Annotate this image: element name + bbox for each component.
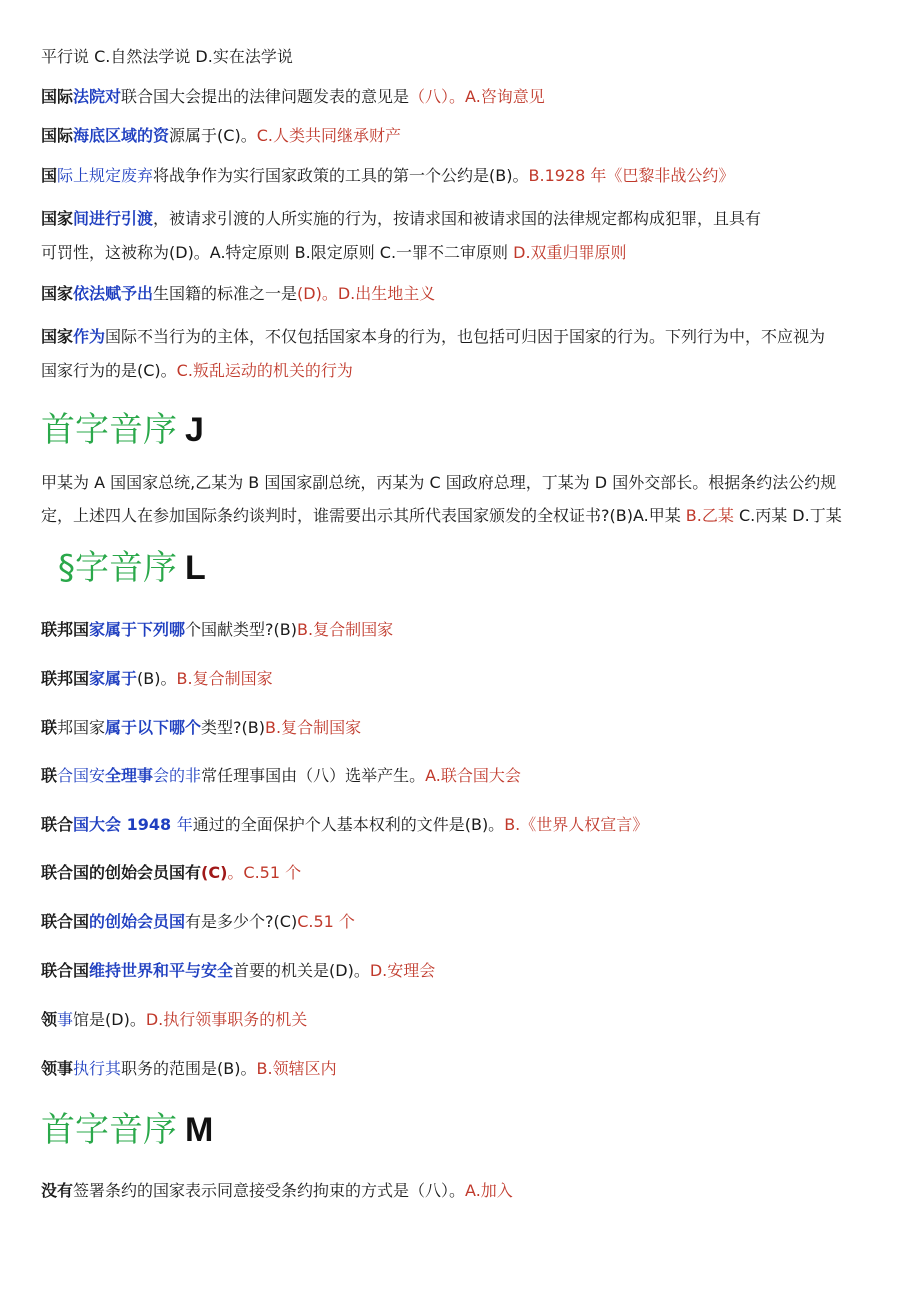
text-segment: 作为 — [73, 327, 106, 346]
text-segment: C.丙某 D.丁某 — [733, 506, 842, 525]
text-segment: 家属于 — [89, 669, 138, 688]
text-segment: 家属于下列哪 — [89, 620, 186, 639]
text-segment: 年 — [176, 815, 193, 834]
text-segment: 国家 — [41, 284, 74, 303]
text-segment: 事 — [57, 1010, 74, 1029]
text-segment: 领 — [41, 1010, 58, 1029]
text-segment: D.执行领事职务的机关 — [145, 1010, 308, 1029]
text-segment: 定，上述四人在参加国际条约谈判时，谁需要出示其所代表国家颁发的全权证书?(B)A.甲某 — [41, 506, 686, 525]
text-segment: 合国安 — [57, 766, 106, 785]
text-segment: 全理事 — [105, 766, 154, 785]
text-segment: 可罚性，这被称为(D)。A.特定原则 B.限定原则 C.一罪不二审原则 — [41, 243, 514, 262]
text-segment: B.乙某 — [685, 506, 734, 525]
text-line — [41, 856, 886, 889]
text-segment: B.复合制国家 — [265, 718, 362, 737]
text-segment: 国 — [41, 166, 58, 185]
text-segment: 联合 — [41, 815, 74, 834]
text-segment: 会的非 — [153, 766, 202, 785]
text-segment: 首要的机关是(D)。 — [233, 961, 370, 980]
text-segment: 平行说 C.自然法学说 D.实在法学说 — [41, 47, 293, 66]
text-segment: D.双重归罪原则 — [513, 243, 627, 262]
heading-prefix: 首字音序 — [41, 1110, 177, 1150]
text-segment: 联合国 — [41, 912, 90, 931]
text-segment: 海底区域的资 — [73, 126, 170, 145]
text-segment: 个国献类型?(B) — [185, 620, 297, 639]
text-line — [41, 40, 886, 73]
text-segment: B.复合制国家 — [176, 669, 273, 688]
text-segment: 属于以下哪个 — [105, 718, 202, 737]
text-segment: 维持世界和平与安全 — [89, 961, 234, 980]
text-segment: 将战争作为实行国家政策的工具的第一个公约是(B)。 — [153, 166, 529, 185]
text-segment: 国际 — [41, 87, 74, 106]
text-segment: 国家 — [41, 209, 74, 228]
text-segment: 国家行为的是(C)。 — [41, 361, 177, 380]
text-segment: (C) — [201, 863, 228, 882]
text-segment: 生国籍的标准之一是 — [153, 284, 298, 303]
section-heading-j — [41, 408, 204, 452]
text-segment: 联邦国 — [41, 620, 90, 639]
text-segment: 联合国的创始会员国有 — [41, 863, 202, 882]
text-segment: 国家 — [41, 327, 74, 346]
text-segment: B.《世界人权宣言》 — [504, 815, 649, 834]
text-segment: 联合国大会提出的法律问题发表的意见是 — [121, 87, 410, 106]
text-line — [41, 1052, 886, 1085]
text-line — [41, 159, 886, 192]
text-line — [41, 662, 886, 695]
heading-letter: L — [185, 549, 206, 587]
text-line — [41, 354, 886, 387]
heading-prefix: 首字音序 — [41, 410, 177, 450]
text-line — [41, 236, 886, 269]
text-segment: 国际 — [41, 126, 74, 145]
text-segment: A.联合国大会 — [425, 766, 521, 785]
text-line — [41, 119, 886, 152]
text-line — [41, 759, 886, 792]
text-segment: ，被请求引渡的人所实施的行为，按请求国和被请求国的法律规定都构成犯罪，且具有 — [153, 209, 762, 228]
text-segment: 国际不当行为的主体，不仅包括国家本身的行为，也包括可归因于国家的行为。下列行为中，不应视为 — [105, 327, 826, 346]
text-segment: 领事 — [41, 1059, 74, 1078]
text-segment: 法院对 — [73, 87, 122, 106]
text-line — [41, 905, 886, 938]
text-segment: 邦国家 — [57, 718, 106, 737]
text-segment: 通过的全面保护个人基本权利的文件是(B)。 — [192, 815, 505, 834]
text-segment: 没有 — [41, 1181, 74, 1200]
heading-letter: M — [185, 1111, 214, 1149]
text-segment: 际上规定废弃 — [57, 166, 154, 185]
text-segment: 联 — [41, 766, 58, 785]
text-segment: 职务的范围是(B)。 — [121, 1059, 257, 1078]
text-segment: 有是多少个?(C) — [185, 912, 298, 931]
text-segment: B.1928 年《巴黎非战公约》 — [528, 166, 735, 185]
text-segment: C.51 个 — [297, 912, 355, 931]
text-segment: 的创始会员国 — [89, 912, 186, 931]
text-line — [41, 613, 886, 646]
text-segment: 执行其 — [73, 1059, 122, 1078]
text-segment: 联 — [41, 718, 58, 737]
text-segment: 联邦国 — [41, 669, 90, 688]
text-line — [41, 808, 886, 841]
text-segment: 源属于(C)。 — [169, 126, 257, 145]
text-segment: (B)。 — [137, 669, 177, 688]
text-segment: C.人类共同继承财产 — [256, 126, 401, 145]
text-line — [41, 466, 886, 499]
text-segment: C.叛乱运动的机关的行为 — [176, 361, 353, 380]
heading-letter: J — [185, 411, 204, 449]
text-segment: （八）。A.咨询意见 — [409, 87, 545, 106]
text-line — [41, 80, 886, 113]
section-heading-l — [58, 546, 206, 590]
text-line — [41, 711, 886, 744]
text-line — [41, 320, 886, 353]
text-line — [41, 499, 886, 532]
text-segment: B.领辖区内 — [256, 1059, 337, 1078]
text-line — [41, 954, 886, 987]
text-segment: 类型?(B) — [201, 718, 266, 737]
text-line — [41, 1174, 886, 1207]
text-segment: 国大会 1948 — [73, 815, 177, 834]
heading-prefix: §字音序 — [58, 548, 177, 588]
section-heading-m — [41, 1108, 213, 1152]
text-segment: 依法赋予出 — [73, 284, 154, 303]
text-segment: D.安理会 — [369, 961, 436, 980]
text-segment: A.加入 — [465, 1181, 513, 1200]
text-segment: (D)。D.出生地主义 — [297, 284, 436, 303]
text-segment: 常任理事国由（八）选举产生。 — [201, 766, 426, 785]
text-line — [41, 1003, 886, 1036]
text-segment: 签署条约的国家表示同意接受条约拘束的方式是（八）。 — [73, 1181, 466, 1200]
text-segment: 联合国 — [41, 961, 90, 980]
text-line — [41, 202, 886, 235]
text-segment: 馆是(D)。 — [73, 1010, 146, 1029]
text-segment: 甲某为 A 国国家总统,乙某为 B 国国家副总统，丙某为 C 国政府总理，丁某为 D 国外交部长。根据条约法公约规 — [41, 473, 837, 492]
text-segment: 间进行引渡 — [73, 209, 154, 228]
text-segment: 。C.51 个 — [227, 863, 302, 882]
text-line — [41, 277, 886, 310]
text-segment: B.复合制国家 — [297, 620, 394, 639]
